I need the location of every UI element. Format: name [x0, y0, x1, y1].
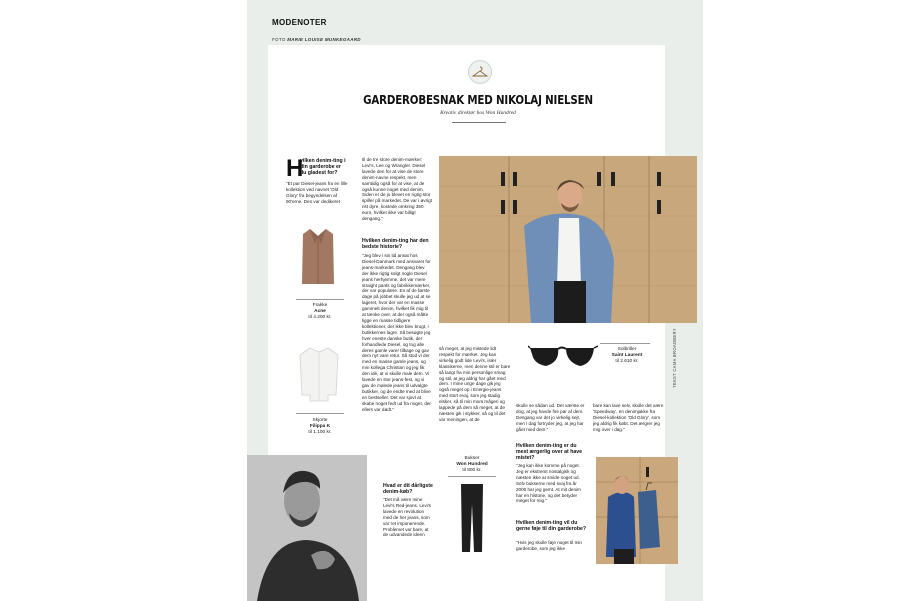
- drop-cap: H: [286, 155, 304, 182]
- column-4-text-a: skulle se sådan ud. Det værste er dog, at jeg havde fire par af dem. Dengang var det jo virkelig sejt, men i dag fortryder jeg, at jeg har gået med dem.": [516, 403, 585, 432]
- jacket-photo: [596, 457, 678, 564]
- column-4-question-2: Hvilken denim-ting vil du gerne føje til din garderobe?: [516, 520, 587, 532]
- column-2-question-2: Hvad er dit dårligste denim-køb?: [383, 483, 433, 495]
- trousers-caption: Bukser Won Hundred til 800 kr.: [456, 456, 488, 473]
- shirt-image: [298, 345, 340, 403]
- intro-answer: "Et par Diesel-jeans fra en lille kollektion ved navnet 'Old Glory' fra begyndelsen af 90'erne. Den var dedikeret: [286, 181, 348, 204]
- trousers-icon: [459, 482, 485, 554]
- column-4-text-c: "Hvis jeg skulle føje noget til min garderobe, som jeg ikke: [516, 540, 582, 551]
- column-5-text: bare kan lave selv, skulle det være 'Speedway', en denimjakke fra Diesel-kollektion 'Old Glory', som jeg aldrig fik købt. Det ærgrer jeg mig over i dag.": [593, 403, 664, 432]
- bw-portrait: [247, 455, 367, 601]
- bw-portrait-photo: [247, 455, 367, 601]
- sunglasses-divider: [600, 343, 650, 344]
- column-2-text-b: "Jeg blev i sin tid ansat hos Diesel-Danmark med ansvaret for jeans-markedet. Dengang blev der ikke rigtig solgt nogle Diesel jeans herhjemme, det var mere straight pants og fabrikkemærker, der var populære. En af de første dage på jobbet skulle jeg ud at se lageret, hvor der var en masse gammelt denim, hvilket fik mig til at tænke over, at der også måtte ligge en masse tidligere kollektioner, der ikke blev brugt, i butikkernes lagre. Så besøgte jeg hver eneste danske butik, der forhandlede Diesel, og tog alle deres gamle varer tilbage og gav dem nyt vare retur. Så stod vi der med en masse gamle jeans, og min kollega Christian og jeg fik den idé, at vi skulle male dem. Vi lavede en stor jeans-fest, og vi gav de malede jeans til udvalgte butikker, og de endte med at blive en bestseller. Det var sjovt at skabe noget fedt ud fra noget, der ellers var dødt.": [362, 253, 431, 412]
- sunglasses-icon: [528, 342, 598, 372]
- coat-image: [300, 226, 336, 288]
- hanger-icon: [468, 60, 492, 84]
- intro-question: vilken denim-ting i din garderobe er du gladest for?: [300, 158, 346, 176]
- hanger-glyph: [469, 61, 491, 83]
- text-credit: TEKST CAMA BROADBERY: [672, 328, 677, 388]
- small-photo: [596, 457, 678, 564]
- coat-icon: [300, 226, 336, 288]
- column-2-text-a: til de tre store denim-mærker: Levi's, Lee og Wrangler. Diesel lavede den for at vise de store denim-navne respekt, men samtidig også for at vise, at de også kunne noget med denim. Siden er de jo blevet en rigtig stor spiller på markedet. De var i øvrigt rist dyre, kostede omkring 350 euro, hvilket ikke var billigt dengang.": [362, 157, 432, 222]
- coat-divider: [296, 299, 344, 300]
- article-title: GARDEROBESNAK MED NIKOLAJ NIELSEN: [363, 92, 593, 107]
- sunglasses-image: [528, 342, 598, 372]
- column-2-text-c: "Det må være mine Levi's Red-jeans. Levi's lavede en revolution med de her jeans, som var ret imponerende. Problemet var bare, at de udvandede ideen: [383, 497, 431, 538]
- column-4-question-1: Hvilken denim-ting er du mest ærgerlig over at have mistet?: [516, 443, 583, 461]
- trousers-image: [459, 482, 485, 554]
- article-subtitle: Kreativ direktør hos Won Hundred: [440, 110, 516, 116]
- main-photo: [439, 156, 697, 323]
- sunglasses-caption: Solbriller Saint Laurent til 2.610 kr.: [611, 347, 643, 364]
- column-2-question-1: Hvilken denim-ting har den bedste historie?: [362, 238, 429, 250]
- title-divider: [452, 122, 506, 123]
- column-4-text-b: "Jeg kan ikke komme på noget. Jeg er ekstremt nostalgisk og næsten ikke at smide noget ud. Selv bukserne med svaj fra år 2000 har jeg gemt. At mit denim har en historie, og det betyder meget for mig.": [516, 463, 581, 504]
- coat-caption: Frakke Acne til 4.200 kr.: [308, 303, 332, 320]
- shirt-icon: [298, 345, 340, 403]
- trousers-divider: [448, 476, 496, 477]
- portrait-photo: [439, 156, 697, 323]
- shirt-divider: [296, 413, 344, 414]
- column-3-text: så meget, at jeg mistede lidt respekt for mærket. Jeg kan virkelig godt lide Levi's, især klassikerne, men denne stil er bare så langt fra min personlige smag og stil, at jeg aldrig har gået med dem. I mine unge dage gik jeg også meget op i Energie-jeans med stort evaj, som jeg stadig elsker, så til min mors mågeri og lappede på dem så meget, at de næsten gik i stykker, så og til det var meningen, at de: [439, 346, 511, 422]
- section-label: MODENOTER: [272, 18, 327, 27]
- shirt-caption: Skjorte Filippa K til 1.100 kr.: [308, 418, 332, 435]
- photo-credit: FOTO MARIE LOUISE MUNKEGAARD: [272, 37, 361, 42]
